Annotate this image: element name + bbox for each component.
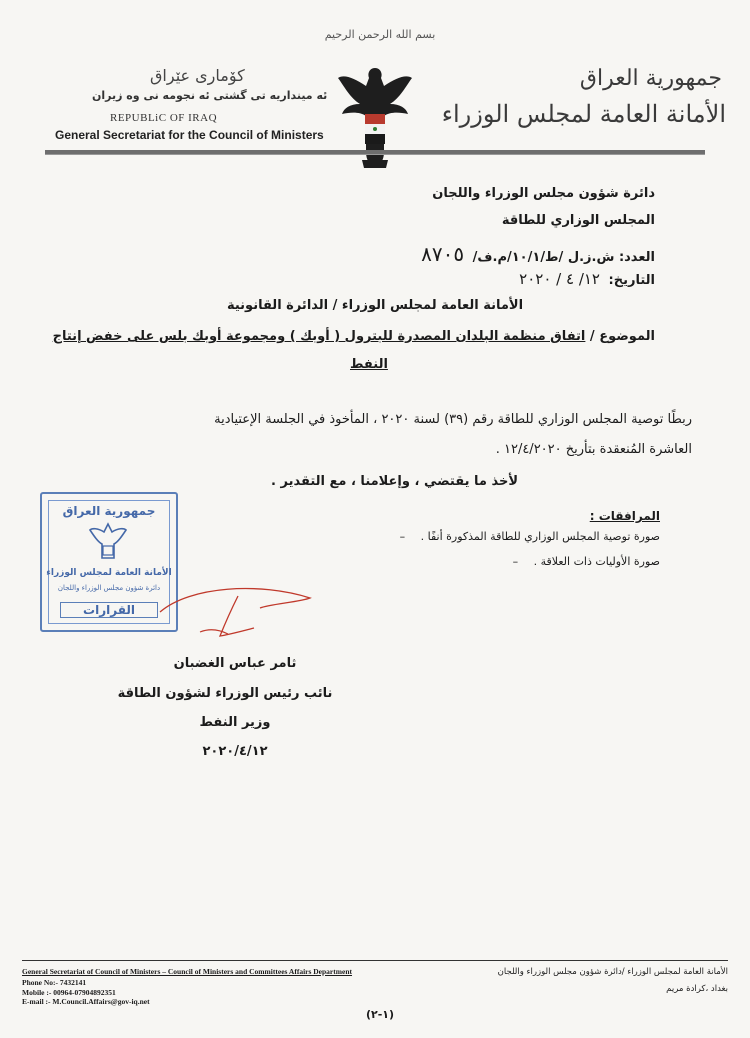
reference-number-line — [421, 242, 655, 266]
subject-line-1 — [53, 329, 655, 344]
date-line — [519, 270, 655, 288]
footer-email: E-mail :- M.Council.Affairs@gov-iq.net — [22, 997, 150, 1006]
signatory-date: ٢٠٢٠/٤/١٢ — [202, 744, 268, 759]
stamp-emblem-icon — [88, 522, 128, 564]
stamp-title: جمهورية العراق — [62, 504, 156, 518]
subject-text: اتفاق منظمة البلدان المصدرة للبترول ( أوبك ) ومجموعة أوبك بلس على خفض إنتاج — [52, 329, 586, 344]
header-country-arabic: جمهورية العراق — [579, 66, 722, 91]
footer-mobile: Mobile :- 00964-07904892351 — [22, 988, 116, 997]
signatory-name: ثامر عباس الغضبان — [173, 656, 297, 671]
subject-label: الموضوع / — [589, 329, 655, 344]
footer-arabic-address: بغداد ،كرادة مريم — [666, 984, 728, 994]
basmala: بسم الله الرحمن الرحيم — [324, 28, 436, 41]
footer-arabic-title: الأمانة العامة لمجلس الوزراء /دائرة شؤون مجلس الوزراء واللجان — [497, 967, 728, 977]
stamp-secretariat: الأمانة العامة لمجلس الوزراء — [46, 568, 172, 578]
stamp-department: دائرة شؤون مجلس الوزراء واللجان — [57, 584, 161, 592]
footer-divider — [22, 960, 728, 961]
header-country-kurdish: كۆماری عێراق — [150, 66, 245, 85]
signatory-role: وزير النفط — [199, 715, 271, 730]
body-paragraph-line-1: ربطًا توصية المجلس الوزاري للطاقة رقم (٣٩) لسنة ٢٠٢٠ ، المأخوذ في الجلسة الإعتيادية — [214, 412, 692, 427]
header-divider — [45, 150, 705, 155]
page-number: (١-٢) — [365, 1008, 395, 1021]
sender-department: دائرة شؤون مجلس الوزراء واللجان — [432, 186, 655, 201]
handwritten-signature-icon — [150, 578, 320, 646]
header-secretariat-english: General Secretariat for the Council of Ministers — [55, 128, 324, 142]
stamp-label: القرارات — [60, 602, 158, 618]
attachment-item: صورة الأوليات ذات العلاقة . – — [512, 555, 660, 568]
body-paragraph-line-2: العاشرة المُنعقدة بتأريخ ١٢/٤/٢٠٢٠ . — [495, 442, 692, 457]
header-country-english: REPUBLiC OF IRAQ — [110, 112, 218, 124]
footer-english-title: General Secretariat of Council of Ministers – Council of Ministers and Committees Affairs Department — [22, 967, 353, 976]
closing-line: لأخذ ما يقتضي ، وإعلامنا ، مع التقدير . — [271, 474, 518, 489]
header-secretariat-kurdish: ئه مينداريه تى گشتى ئه نجومه نى وه زيران — [92, 89, 328, 102]
attachments-title: المرافقات : — [589, 509, 660, 523]
iraq-eagle-emblem-icon — [336, 64, 414, 174]
reference-number: ٨٧٠٥ — [421, 242, 465, 266]
footer-phone: Phone No:- 7432141 — [22, 978, 87, 987]
recipient: الأمانة العامة لمجلس الوزراء / الدائرة القانونية — [226, 298, 524, 313]
sender-council: المجلس الوزاري للطاقة — [501, 213, 655, 228]
subject-line-2: النفط — [350, 357, 388, 372]
date-label: التاريخ: — [608, 273, 655, 288]
reference-label: العدد: ش.ز.ل /ط/١٠/١/م.ف/ — [472, 250, 655, 265]
signatory-title: نائب رئيس الوزراء لشؤون الطاقة — [117, 686, 333, 701]
header-secretariat-arabic: الأمانة العامة لمجلس الوزراء — [441, 100, 726, 128]
attachment-item: صورة توصية المجلس الوزاري للطاقة المذكورة أنفًا . – — [399, 530, 660, 543]
date-value: ١٢/ ٤ / ٢٠٢٠ — [519, 270, 600, 288]
